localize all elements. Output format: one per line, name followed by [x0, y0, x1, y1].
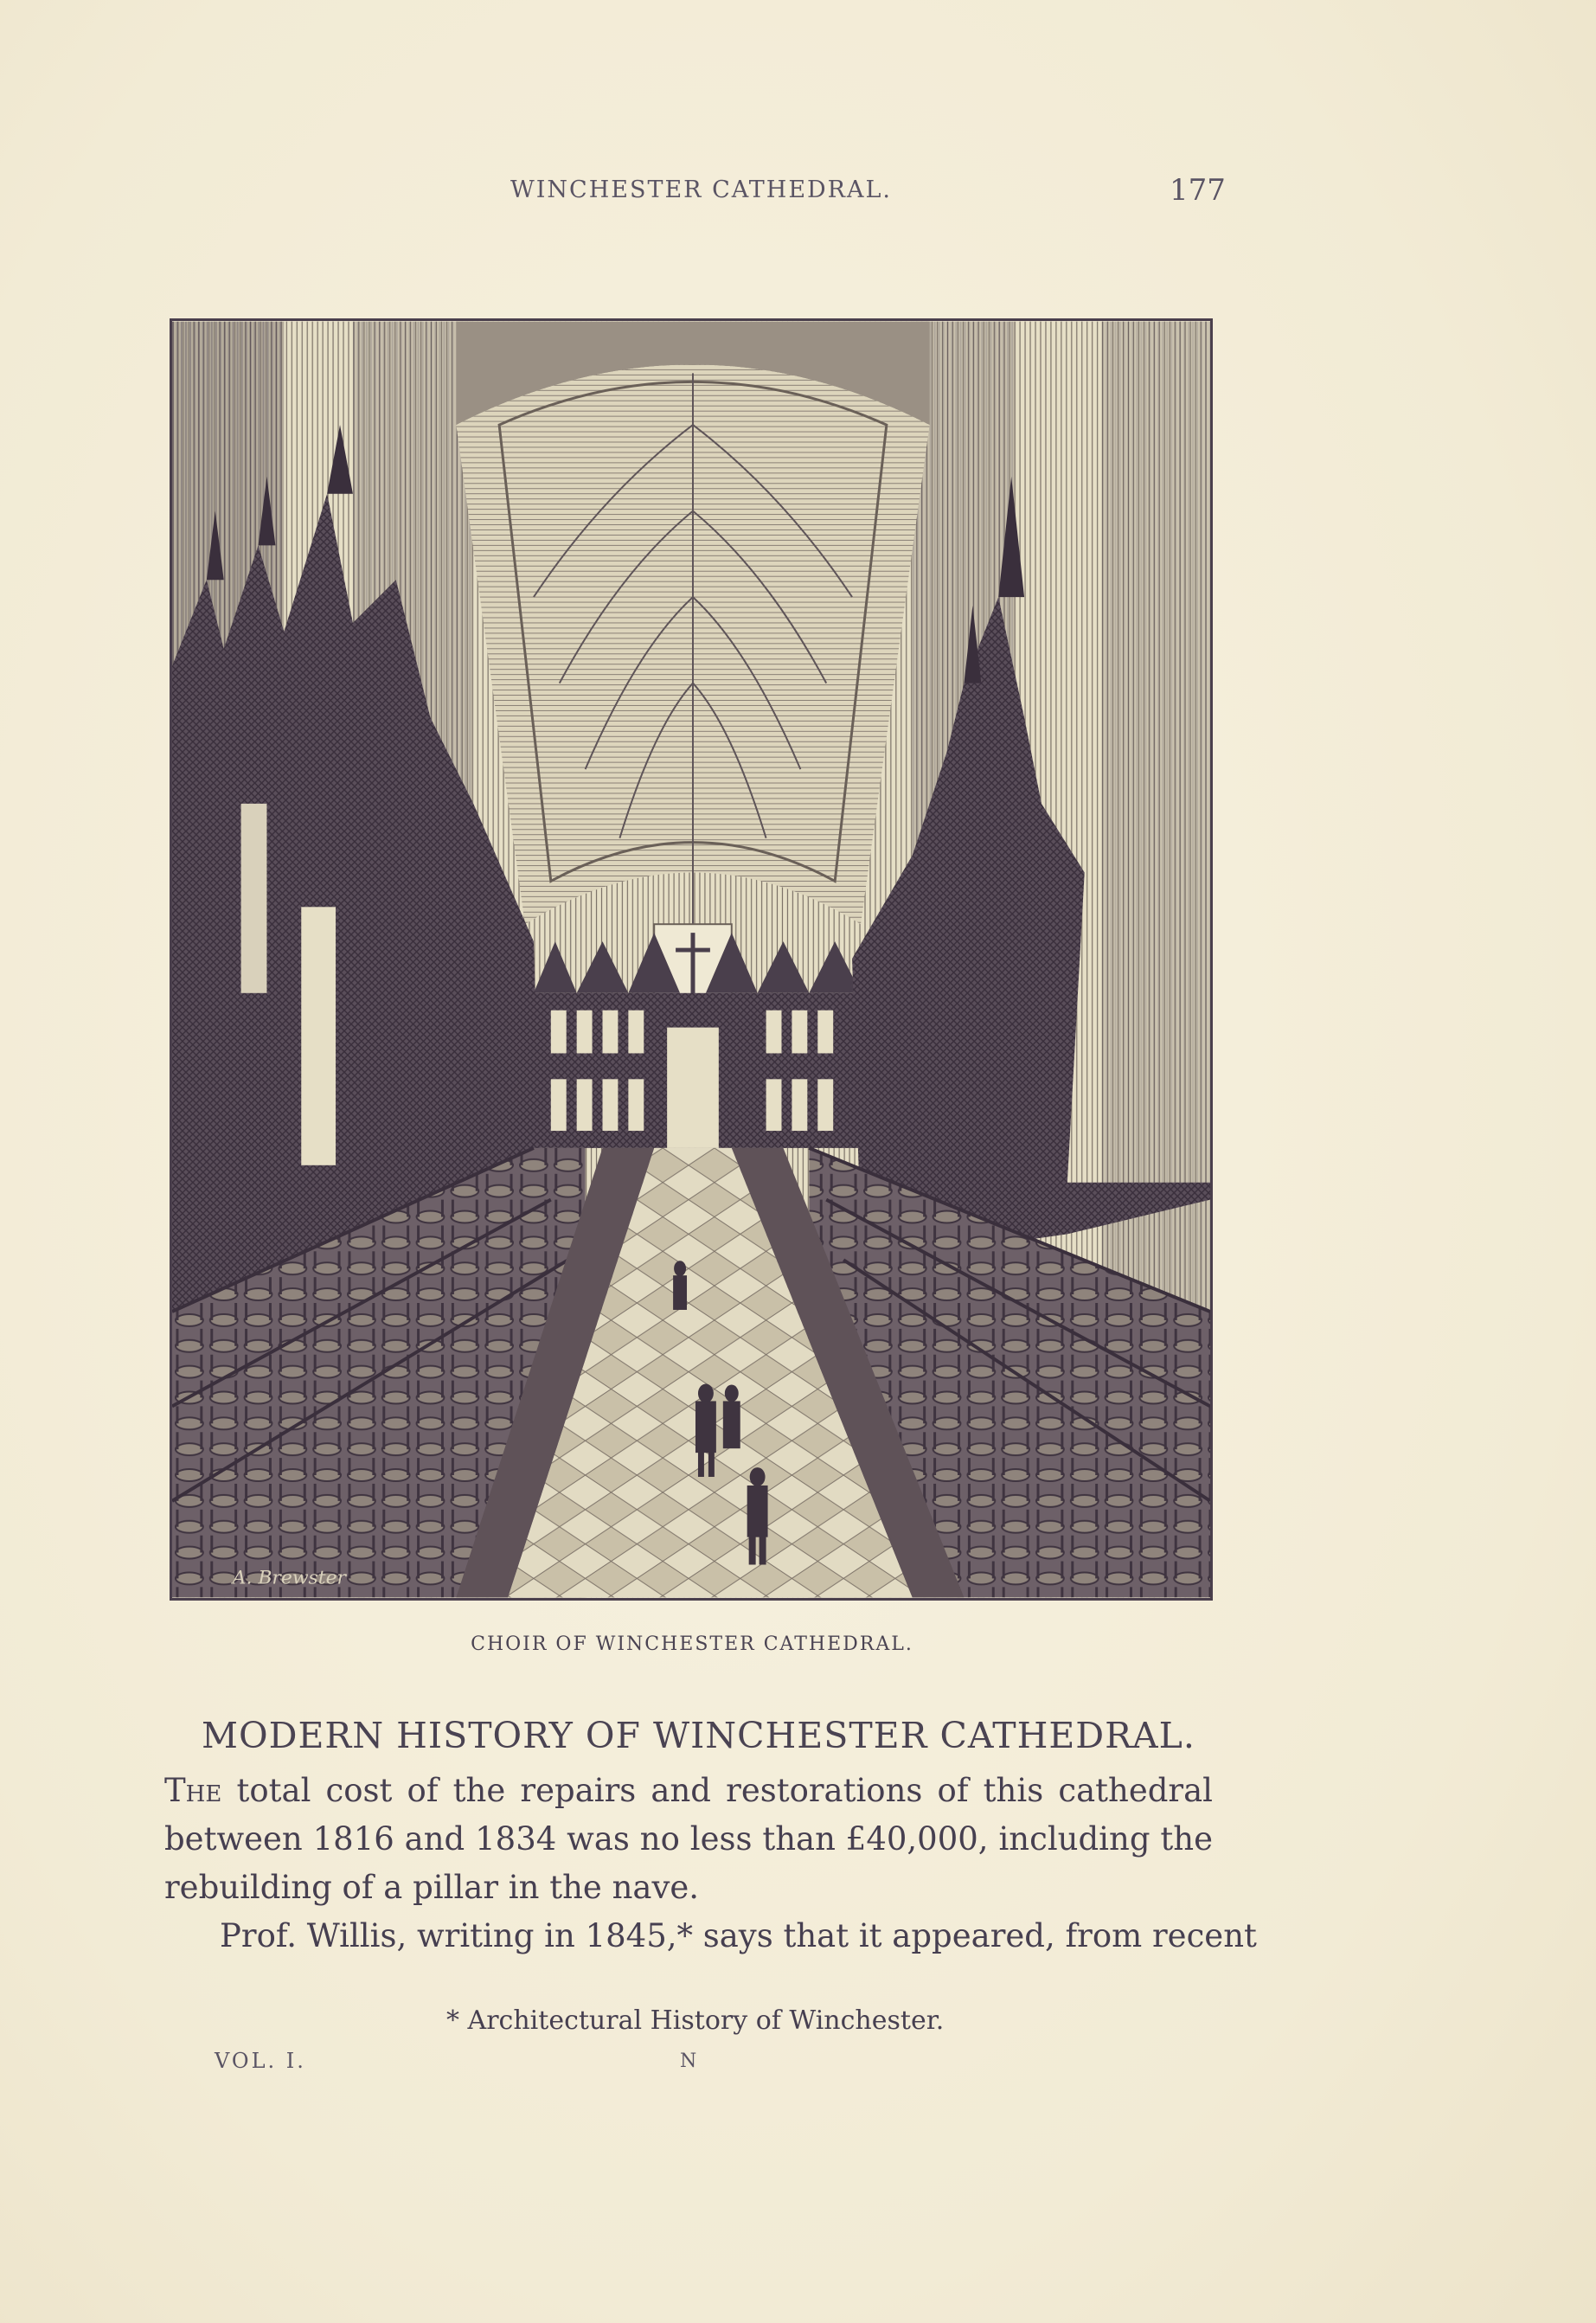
page-number: 177 [1170, 173, 1226, 208]
body-line-2: between 1816 and 1834 was no less than £40,000, including the [164, 1820, 1213, 1858]
volume-mark: VOL. I. [215, 2049, 306, 2073]
footnote: * Architectural History of Winchester. [446, 2005, 945, 2036]
opening-word: The [164, 1772, 222, 1809]
section-title: MODERN HISTORY OF WINCHESTER CATHEDRAL. [202, 1715, 1195, 1756]
body-line-3: rebuilding of a pillar in the nave. [164, 1869, 700, 1906]
body-line-1-rest: total cost of the repairs and restorations of this cathedral [221, 1772, 1213, 1809]
illustration-caption: CHOIR OF WINCHESTER CATHEDRAL. [471, 1633, 913, 1655]
engraving-drawing [172, 321, 1210, 1598]
signature-letter: N [680, 2050, 697, 2072]
body-line-1 [164, 1772, 1213, 1809]
running-title: WINCHESTER CATHEDRAL. [510, 176, 893, 203]
choir-engraving [170, 318, 1213, 1601]
body-line-4: Prof. Willis, writing in 1845,* says that it appeared, from recent [220, 1917, 1257, 1954]
artist-signature: A. Brewster [232, 1567, 346, 1589]
